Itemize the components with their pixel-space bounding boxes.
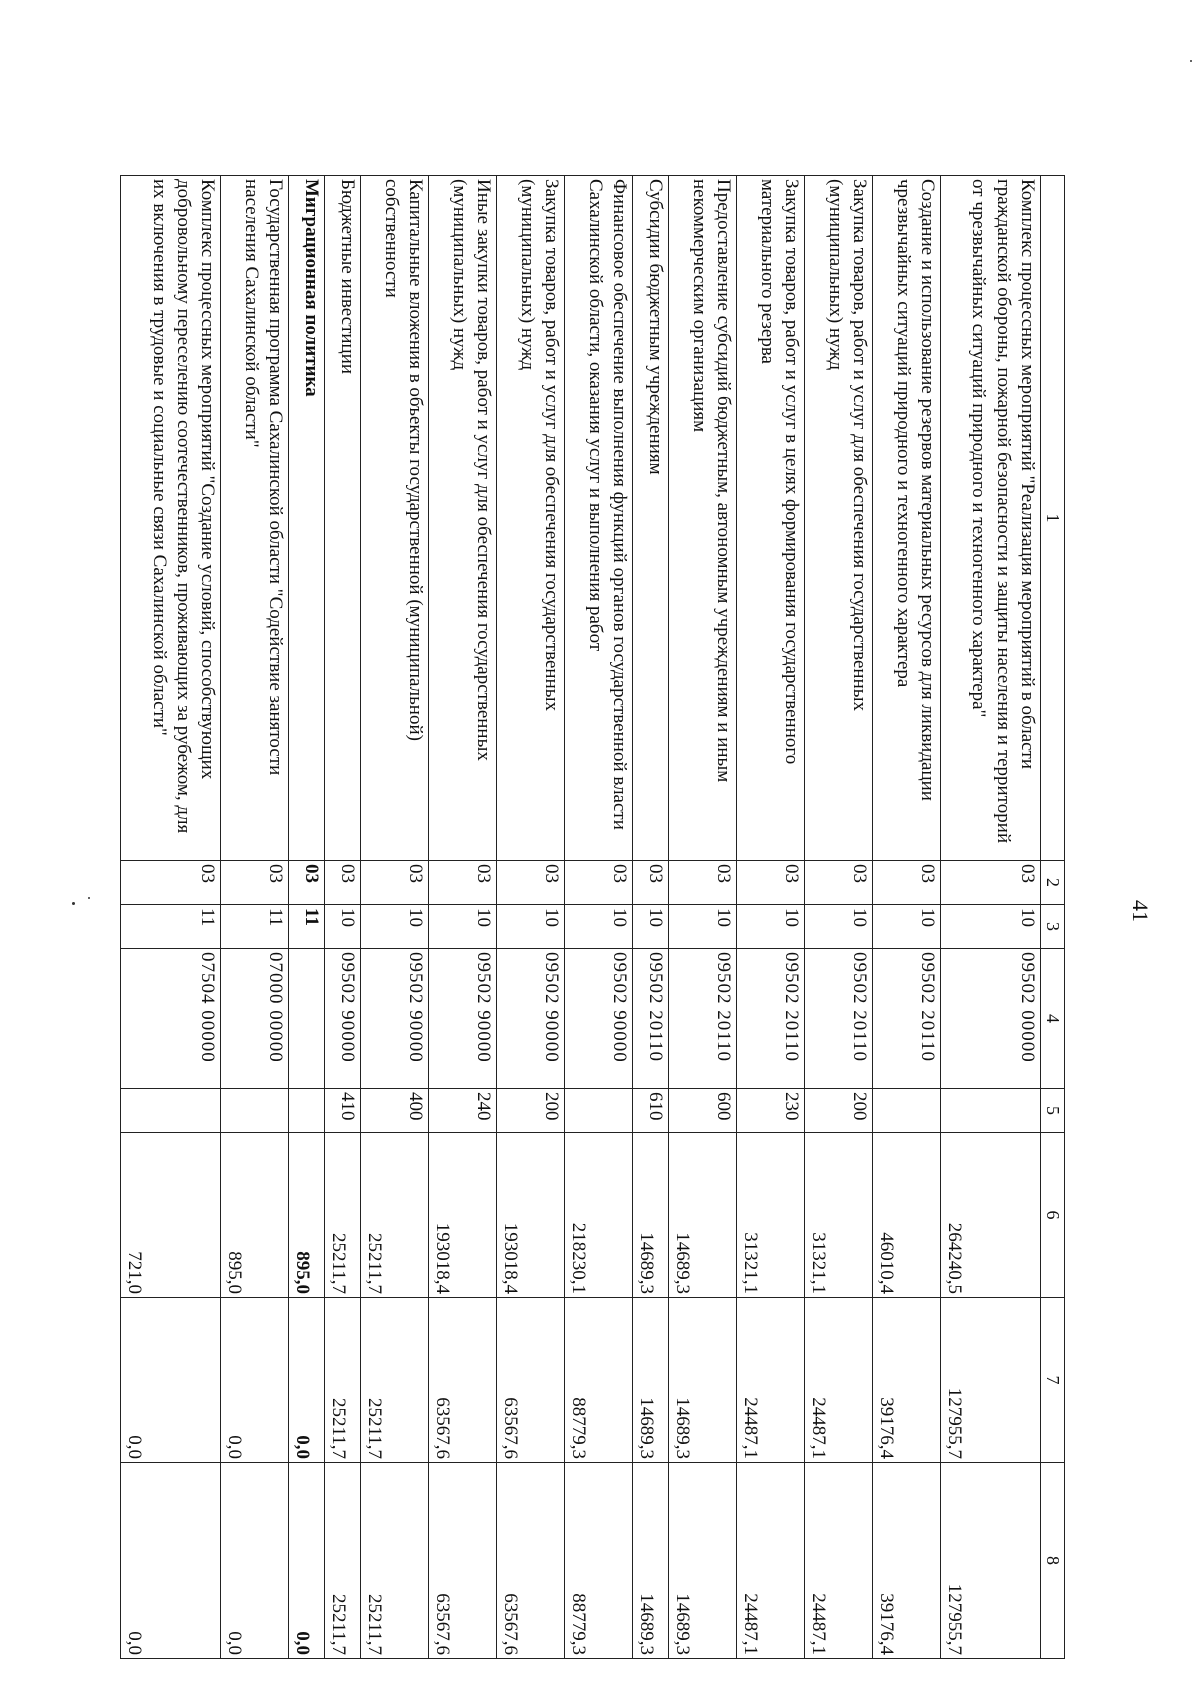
- header-cell: 3: [1040, 905, 1064, 949]
- subsection-code: 10: [633, 905, 669, 949]
- amount-col7: 25211,7: [361, 1298, 429, 1463]
- expense-type-code: 200: [804, 1089, 872, 1133]
- amount-col8: 25211,7: [325, 1463, 361, 1659]
- section-code: 03: [361, 861, 429, 905]
- amount-col6: 25211,7: [361, 1133, 429, 1298]
- amount-col6: 264240,5: [940, 1133, 1040, 1298]
- table-row: [669, 176, 737, 1659]
- target-article-code: 09502 20110: [804, 949, 872, 1089]
- section-code: 03: [325, 861, 361, 905]
- table-row: [872, 176, 940, 1659]
- header-row: [1040, 176, 1064, 1659]
- amount-col7: 14689,3: [633, 1298, 669, 1463]
- section-code: 03: [669, 861, 737, 905]
- table-row: [737, 176, 805, 1659]
- expense-type-code: [289, 1089, 325, 1133]
- amount-col8: 14689,3: [669, 1463, 737, 1659]
- expense-type-code: 230: [737, 1089, 805, 1133]
- row-name: Миграционная политика: [289, 176, 325, 861]
- amount-col8: 88779,3: [565, 1463, 633, 1659]
- target-article-code: 09502 90000: [497, 949, 565, 1089]
- target-article-code: 09502 90000: [361, 949, 429, 1089]
- amount-col7: 0,0: [221, 1298, 289, 1463]
- section-code: 03: [497, 861, 565, 905]
- amount-col6: 25211,7: [325, 1133, 361, 1298]
- header-cell: 4: [1040, 949, 1064, 1089]
- expense-type-code: 240: [429, 1089, 497, 1133]
- section-code: 03: [872, 861, 940, 905]
- expense-type-code: 410: [325, 1089, 361, 1133]
- amount-col6: 193018,4: [497, 1133, 565, 1298]
- subsection-code: 10: [804, 905, 872, 949]
- row-name: Финансовое обеспечение выполнения функций органов государственной власти Сахалинской области, оказания услуг и выполнения работ: [565, 176, 633, 861]
- rotated-table-wrapper: [120, 175, 1065, 1658]
- header-cell: 5: [1040, 1089, 1064, 1133]
- subsection-code: 11: [289, 905, 325, 949]
- table-row: [940, 176, 1040, 1659]
- target-article-code: 09502 00000: [940, 949, 1040, 1089]
- amount-col7: 63567,6: [429, 1298, 497, 1463]
- amount-col8: 63567,6: [429, 1463, 497, 1659]
- amount-col8: 25211,7: [361, 1463, 429, 1659]
- expense-type-code: 610: [633, 1089, 669, 1133]
- section-code: 03: [633, 861, 669, 905]
- amount-col8: 14689,3: [633, 1463, 669, 1659]
- subsection-code: 10: [325, 905, 361, 949]
- subsection-code: 10: [497, 905, 565, 949]
- table-row: [121, 176, 221, 1659]
- amount-col8: 24487,1: [737, 1463, 805, 1659]
- expense-type-code: [121, 1089, 221, 1133]
- row-name: Субсидии бюджетным учреждениям: [633, 176, 669, 861]
- amount-col8: 0,0: [221, 1463, 289, 1659]
- expense-type-code: 200: [497, 1089, 565, 1133]
- amount-col7: 0,0: [289, 1298, 325, 1463]
- page-number: 41: [1128, 900, 1153, 922]
- table-row: [429, 176, 497, 1659]
- table-row: [497, 176, 565, 1659]
- target-article-code: 09502 90000: [429, 949, 497, 1089]
- header-cell: 1: [1040, 176, 1064, 861]
- target-article-code: 09502 90000: [565, 949, 633, 1089]
- amount-col7: 88779,3: [565, 1298, 633, 1463]
- table-row: [361, 176, 429, 1659]
- subsection-code: 11: [121, 905, 221, 949]
- header-cell: 2: [1040, 861, 1064, 905]
- amount-col6: 14689,3: [669, 1133, 737, 1298]
- section-code: 03: [121, 861, 221, 905]
- amount-col7: 24487,1: [804, 1298, 872, 1463]
- row-name: Закупка товаров, работ и услуг для обеспечения государственных (муниципальных) нужд: [804, 176, 872, 861]
- expense-type-code: 600: [669, 1089, 737, 1133]
- subsection-code: 11: [221, 905, 289, 949]
- target-article-code: 09502 90000: [325, 949, 361, 1089]
- amount-col8: 39176,4: [872, 1463, 940, 1659]
- amount-col7: 63567,6: [497, 1298, 565, 1463]
- subsection-code: 10: [565, 905, 633, 949]
- section-code: 03: [804, 861, 872, 905]
- row-name: Закупка товаров, работ и услуг для обеспечения государственных (муниципальных) нужд: [497, 176, 565, 861]
- target-article-code: 07000 00000: [221, 949, 289, 1089]
- expense-type-code: [872, 1089, 940, 1133]
- amount-col6: 721,0: [121, 1133, 221, 1298]
- amount-col6: 193018,4: [429, 1133, 497, 1298]
- subsection-code: 10: [737, 905, 805, 949]
- amount-col6: 31321,1: [804, 1133, 872, 1298]
- budget-table: [120, 175, 1065, 1659]
- section-code: 03: [940, 861, 1040, 905]
- amount-col6: 14689,3: [633, 1133, 669, 1298]
- expense-type-code: 400: [361, 1089, 429, 1133]
- amount-col8: 127955,7: [940, 1463, 1040, 1659]
- section-code: 03: [565, 861, 633, 905]
- amount-col6: 46010,4: [872, 1133, 940, 1298]
- header-cell: 7: [1040, 1298, 1064, 1463]
- header-cell: 6: [1040, 1133, 1064, 1298]
- amount-col7: 24487,1: [737, 1298, 805, 1463]
- section-code: 03: [737, 861, 805, 905]
- amount-col6: 895,0: [289, 1133, 325, 1298]
- row-name: Иные закупки товаров, работ и услуг для обеспечения государственных (муниципальных) нужд: [429, 176, 497, 861]
- amount-col7: 25211,7: [325, 1298, 361, 1463]
- section-code: 03: [429, 861, 497, 905]
- amount-col8: 24487,1: [804, 1463, 872, 1659]
- subsection-code: 10: [669, 905, 737, 949]
- amount-col8: 63567,6: [497, 1463, 565, 1659]
- amount-col6: 895,0: [221, 1133, 289, 1298]
- scan-speck: [1190, 60, 1192, 62]
- table-row: [325, 176, 361, 1659]
- target-article-code: 09502 20110: [633, 949, 669, 1089]
- target-article-code: 09502 20110: [872, 949, 940, 1089]
- row-name: Бюджетные инвестиции: [325, 176, 361, 861]
- amount-col6: 218230,1: [565, 1133, 633, 1298]
- amount-col8: 0,0: [121, 1463, 221, 1659]
- amount-col7: 127955,7: [940, 1298, 1040, 1463]
- subsection-code: 10: [361, 905, 429, 949]
- scan-speck: [88, 897, 90, 899]
- header-cell: 8: [1040, 1463, 1064, 1659]
- expense-type-code: [221, 1089, 289, 1133]
- scan-speck: [72, 902, 75, 905]
- target-article-code: 07504 00000: [121, 949, 221, 1089]
- expense-type-code: [940, 1089, 1040, 1133]
- row-name: Закупка товаров, работ и услуг в целях формирования государственного материального резерва: [737, 176, 805, 861]
- target-article-code: 09502 20110: [669, 949, 737, 1089]
- table-row: [804, 176, 872, 1659]
- table-row: [221, 176, 289, 1659]
- section-code: 03: [289, 861, 325, 905]
- amount-col8: 0,0: [289, 1463, 325, 1659]
- target-article-code: [289, 949, 325, 1089]
- row-name: Предоставление субсидий бюджетным, автономным учреждениям и иным некоммерческим организациям: [669, 176, 737, 861]
- target-article-code: 09502 20110: [737, 949, 805, 1089]
- subsection-code: 10: [872, 905, 940, 949]
- row-name: Создание и использование резервов материальных ресурсов для ликвидации чрезвычайных ситуаций природного и техногенного характера: [872, 176, 940, 861]
- expense-type-code: [565, 1089, 633, 1133]
- row-name: Государственная программа Сахалинской области "Содействие занятости населения Сахалинской области": [221, 176, 289, 861]
- amount-col6: 31321,1: [737, 1133, 805, 1298]
- section-code: 03: [221, 861, 289, 905]
- row-name: Комплекс процессных мероприятий "Реализация мероприятий в области гражданской обороны, пожарной безопасности и защиты населения и территорий от чрезвычайных ситуаций природного и техногенного характера": [940, 176, 1040, 861]
- subsection-code: 10: [940, 905, 1040, 949]
- subsection-code: 10: [429, 905, 497, 949]
- row-name: Капитальные вложения в объекты государственной (муниципальной) собственности: [361, 176, 429, 861]
- amount-col7: 0,0: [121, 1298, 221, 1463]
- amount-col7: 39176,4: [872, 1298, 940, 1463]
- amount-col7: 14689,3: [669, 1298, 737, 1463]
- table-row: [633, 176, 669, 1659]
- table-row-section: [289, 176, 325, 1659]
- table-row: [565, 176, 633, 1659]
- row-name: Комплекс процессных мероприятий "Создание условий, способствующих добровольному переселению соотечественников, проживающих за рубежом, для их включения в трудовые и социальные связи Сахалинской области": [121, 176, 221, 861]
